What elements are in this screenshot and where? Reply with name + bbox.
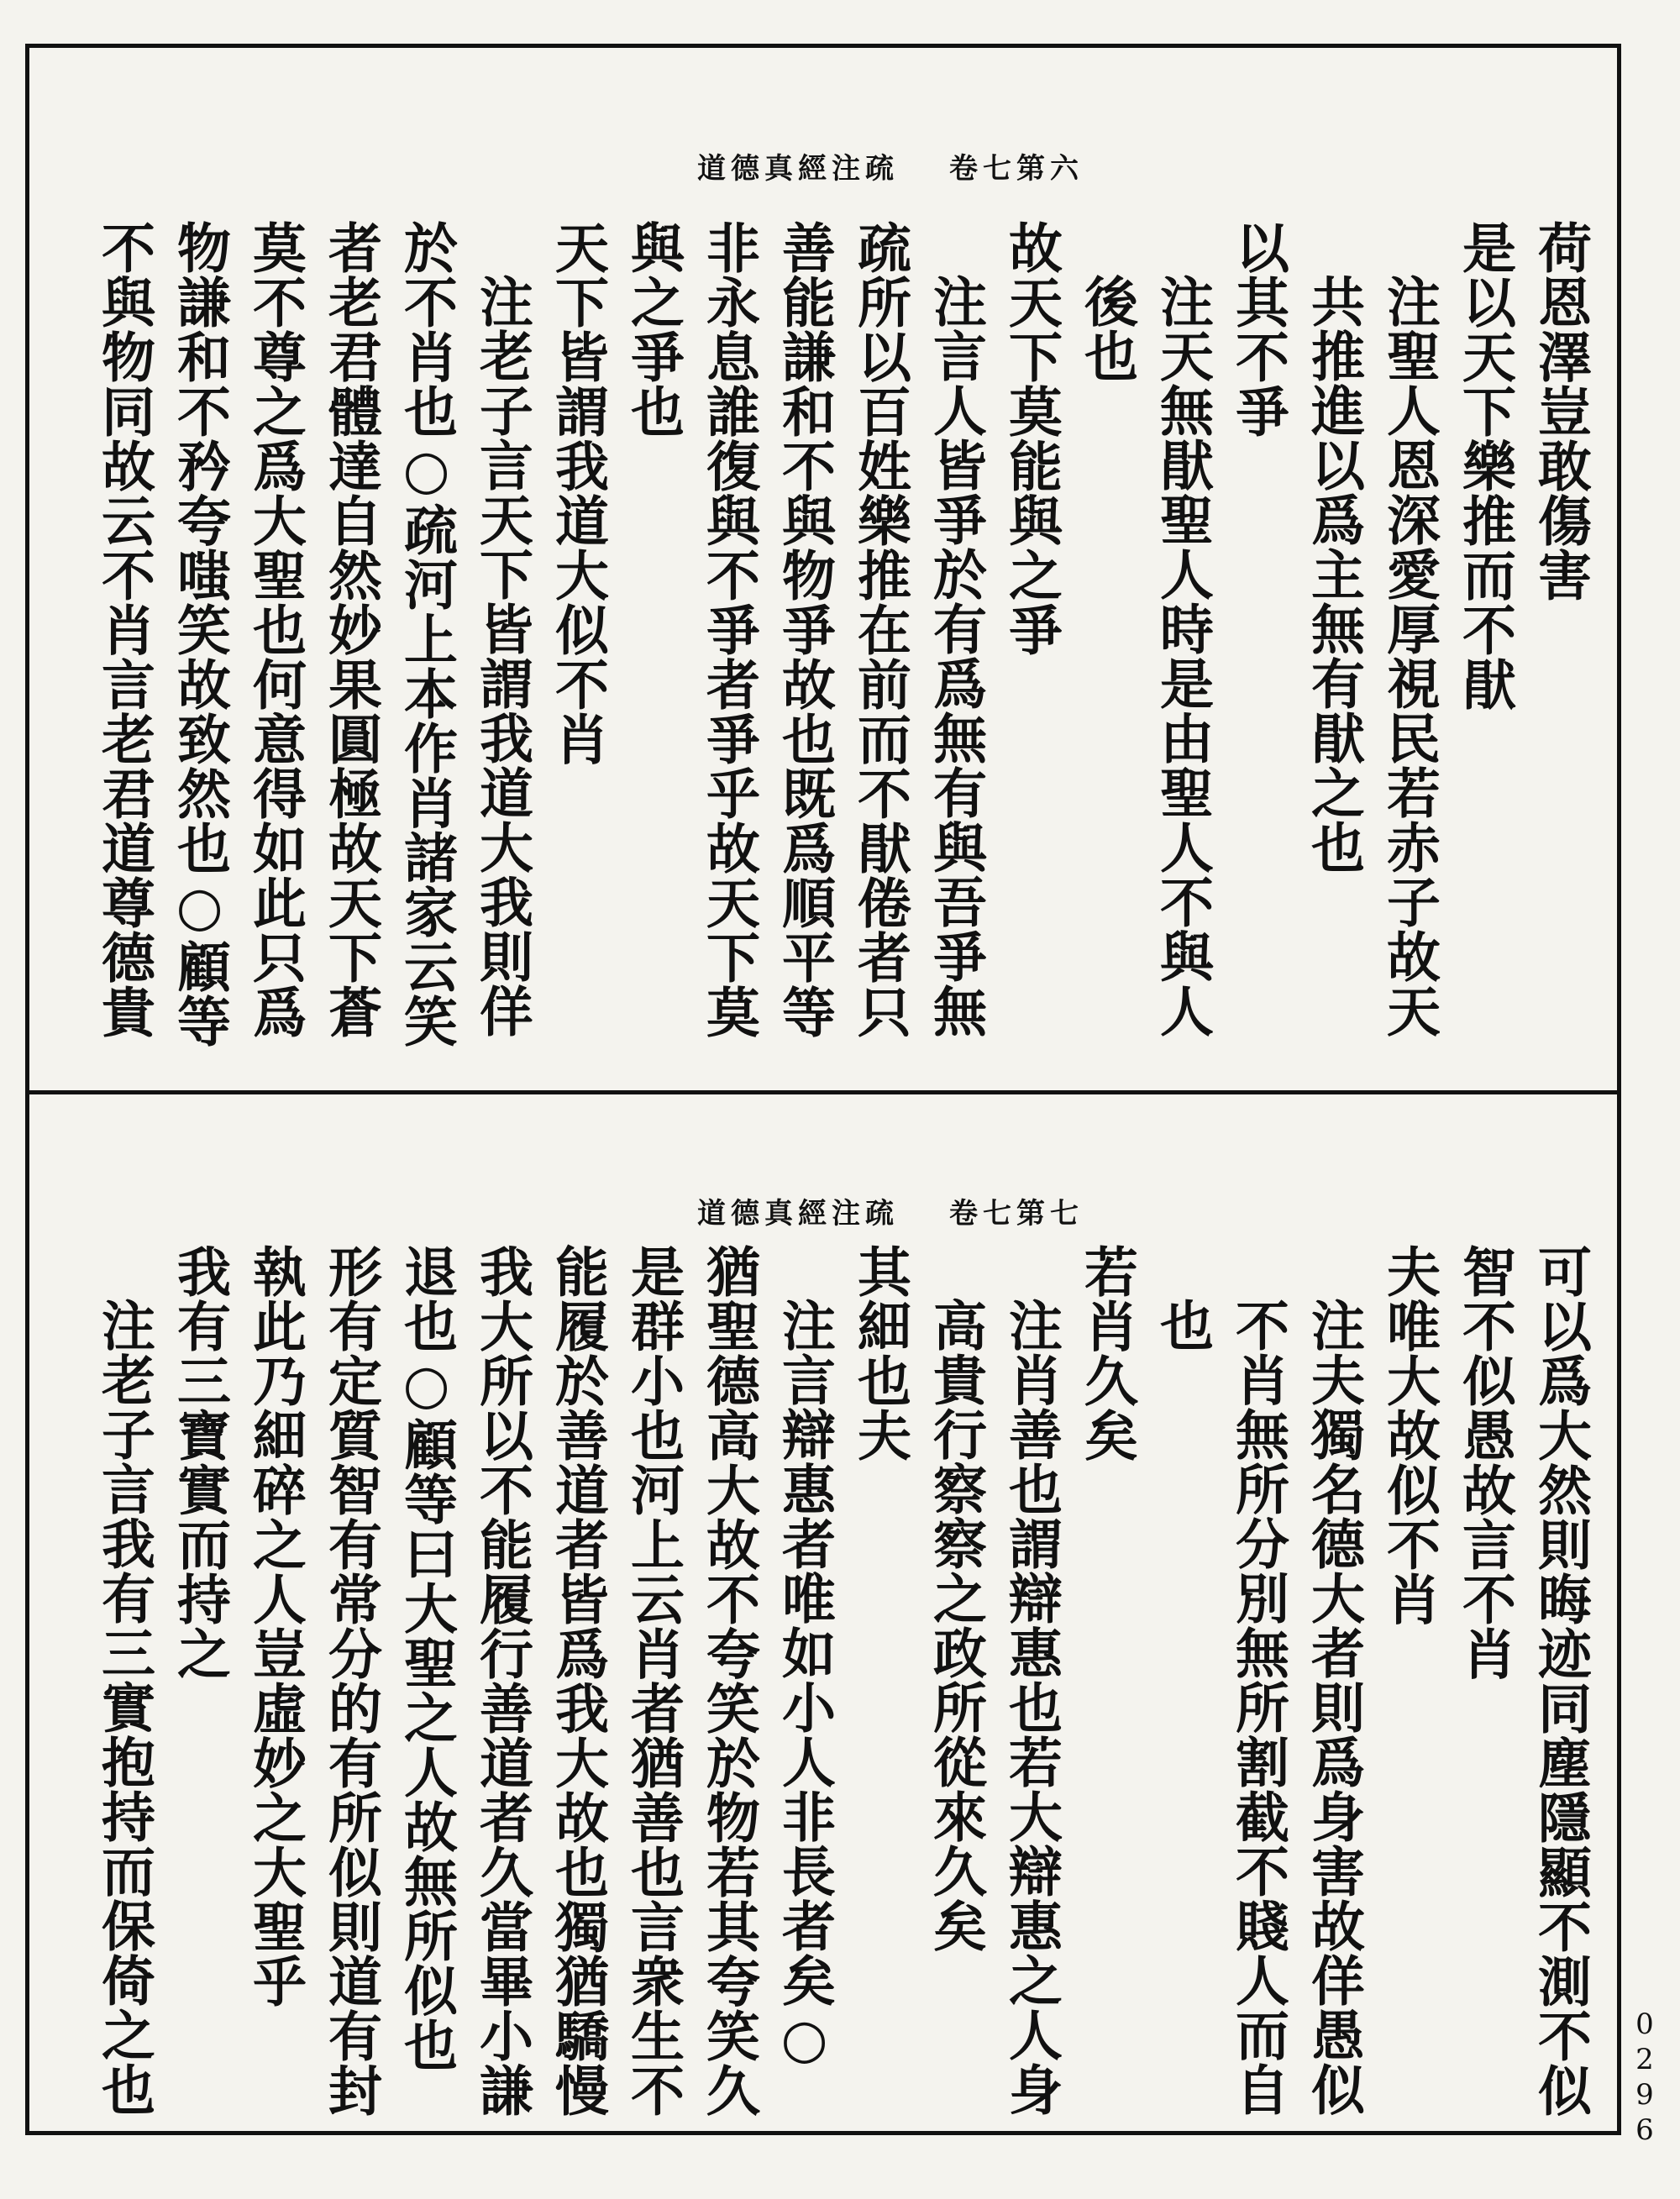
- bottom-column: 猶聖德高大故不夸笑於物若其夸笑久: [697, 1244, 760, 2118]
- top-column: 共推進以爲主無有猒之也: [1302, 274, 1365, 874]
- top-column: 注聖人恩深愛厚視民若赤子故天: [1378, 274, 1441, 1038]
- bottom-column: 注夫獨名德大者則爲身害故佯愚似: [1302, 1298, 1365, 2117]
- top-page-header: [617, 149, 1163, 186]
- top-column: 物謙和不矜夸嗤笑故致然也○顧等: [168, 220, 231, 1048]
- bottom-header-volume: 卷七第七: [949, 1196, 1084, 1231]
- top-column: 注言人皆爭於有爲無有與吾爭無: [924, 274, 987, 1038]
- bottom-column: 高貴行察察之政所從來久矣: [924, 1298, 987, 1953]
- top-text-columns: [88, 220, 1600, 1077]
- top-column: 者老君體達自然妙果圓極故天下蒼: [319, 220, 382, 1039]
- bottom-column: 其細也夫: [848, 1244, 911, 1462]
- bottom-page: [29, 1094, 1617, 2131]
- bottom-column: 退也○顧等曰大聖之人故無所似也: [395, 1244, 458, 2072]
- bottom-column: 也: [1151, 1298, 1214, 1352]
- bottom-column: 可以爲大然則晦迹同塵隱顯不測不似: [1529, 1244, 1592, 2118]
- top-column: 與之爭也: [622, 220, 685, 438]
- top-column: 注老子言天下皆謂我道大我則佯: [470, 274, 533, 1038]
- bottom-column: 注言辯惠者唯如小人非長者矣○: [773, 1298, 836, 2071]
- top-column: 莫不尊之爲大聖也何意得如此只爲: [244, 220, 307, 1039]
- top-column: 後也: [1075, 274, 1138, 383]
- bottom-column: 夫唯大故似不肖: [1378, 1244, 1441, 1626]
- top-column: 是以天下樂推而不猒: [1453, 220, 1516, 711]
- bottom-column: 智不似愚故言不肖: [1453, 1244, 1516, 1681]
- top-column: 注天無猒聖人時是由聖人不與人: [1151, 274, 1214, 1038]
- bottom-column: 執此乃細碎之人豈虛妙之大聖乎: [244, 1244, 307, 2008]
- top-column: 不與物同故云不肖言老君道尊德貴: [92, 220, 155, 1039]
- top-column: 非永息誰復與不爭者爭乎故天下莫: [697, 220, 760, 1039]
- top-column: 荷恩澤豈敢傷害: [1529, 220, 1592, 602]
- bottom-text-columns: [88, 1244, 1600, 2118]
- top-column: 疏所以百姓樂推在前而不猒倦者只: [848, 220, 911, 1039]
- bottom-column: 注肖善也謂辯惠也若大辯惠之人身: [1000, 1298, 1063, 2117]
- bottom-column: 能履於善道者皆爲我大故也獨猶驕慢: [546, 1244, 609, 2118]
- top-header-title: 道德真經注疏: [697, 151, 899, 186]
- bottom-column: 注老子言我有三實抱持而保倚之也: [92, 1298, 155, 2117]
- top-column: 於不肖也○疏河上本作肖諸家云笑: [395, 220, 458, 1048]
- top-column: 故天下莫能與之爭: [1000, 220, 1063, 657]
- top-column: 善能謙和不與物爭故也既爲順平等: [773, 220, 836, 1039]
- top-page: [29, 48, 1617, 1090]
- bottom-column: 不肖無所分別無所割截不賤人而自: [1226, 1298, 1289, 2117]
- page-number: 0296: [1628, 2007, 1662, 2149]
- bottom-column: 是群小也河上云肖者猶善也言衆生不: [622, 1244, 685, 2118]
- bottom-column: 形有定質智有常分的有所似則道有封: [319, 1244, 382, 2118]
- top-column: 以其不爭: [1226, 220, 1289, 438]
- top-column: 天下皆謂我道大似不肖: [546, 220, 609, 766]
- bottom-page-header: [617, 1194, 1163, 1231]
- bottom-column: 我有三寶實而持之: [168, 1244, 231, 1681]
- top-header-volume: 卷七第六: [949, 151, 1084, 186]
- bottom-column: 我大所以不能履行善道者久當畢小謙: [470, 1244, 533, 2118]
- bottom-header-title: 道德真經注疏: [697, 1196, 899, 1231]
- bottom-column: 若肖久矣: [1075, 1244, 1138, 1462]
